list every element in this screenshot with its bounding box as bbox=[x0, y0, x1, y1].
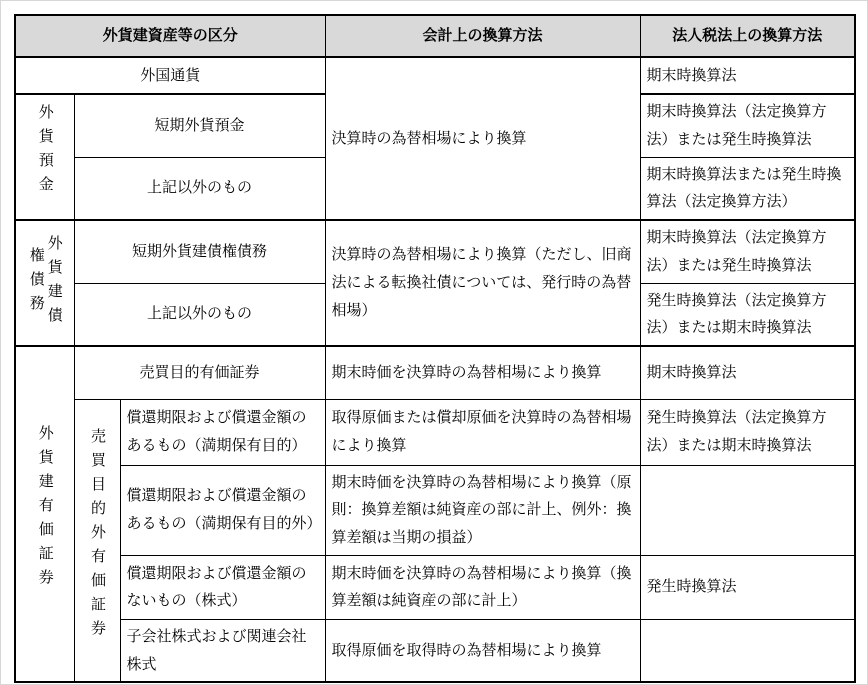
cell-item-r10: 子会社株式および関連会社株式 bbox=[120, 619, 325, 682]
cell-tax-r5: 発生時換算法（法定換算方法）または期末時換算法 bbox=[640, 283, 855, 346]
row-subsidiary-stocks bbox=[15, 619, 855, 682]
group-label-receivables-text bbox=[18, 235, 72, 331]
cell-acct-rows1-3: 決算時の為替相場により換算 bbox=[325, 57, 640, 220]
group-label-receivables-line1: 外貨建債 bbox=[45, 235, 63, 331]
cell-item-foreign-currency: 外国通貨 bbox=[15, 57, 325, 94]
cell-item-r4: 短期外貨建債権債務 bbox=[74, 220, 325, 283]
cell-acct-r8: 期末時価を決算時の為替相場により換算（原則：換算差額は純資産の部に計上、例外：換算差額は当期の損益） bbox=[325, 465, 640, 555]
group-label-securities bbox=[15, 346, 74, 682]
cell-item-r2: 短期外貨預金 bbox=[74, 94, 325, 157]
cell-tax-r10 bbox=[640, 619, 855, 682]
group-label-securities-text: 外貨建有価証券 bbox=[36, 425, 54, 594]
header-cell-accounting: 会計上の換算方法 bbox=[325, 15, 640, 57]
cell-tax-r8 bbox=[640, 465, 855, 555]
cell-tax-r2: 期末時換算法（法定換算方法）または発生時換算法 bbox=[640, 94, 855, 157]
cell-item-r6: 売買目的有価証券 bbox=[74, 346, 325, 399]
cell-item-r8: 償還期限および償還金額のあるもの（満期保有目的外） bbox=[120, 465, 325, 555]
cell-acct-r9: 期末時価を決算時の為替相場により換算（換算差額は純資産の部に計上） bbox=[325, 555, 640, 619]
cell-acct-r10: 取得原価を取得時の為替相場により換算 bbox=[325, 619, 640, 682]
group-label-deposit bbox=[15, 94, 74, 220]
row-short-term-receivables bbox=[15, 220, 855, 283]
row-bonds-not-held-to-maturity bbox=[15, 465, 855, 555]
group-label-receivables-line2: 権債務 bbox=[27, 247, 45, 319]
group-label-deposit-text: 外貨預金 bbox=[36, 104, 54, 201]
cell-item-r9: 償還期限および償還金額のないもの（株式） bbox=[120, 555, 325, 619]
cell-acct-rows4-5: 決算時の為替相場により換算（ただし、旧商法による転換社債については、発行時の為替相場） bbox=[325, 220, 640, 346]
group-label-receivables bbox=[15, 220, 74, 346]
header-cell-tax: 法人税法上の換算方法 bbox=[640, 15, 855, 57]
cell-tax-r1: 期末時換算法 bbox=[640, 57, 855, 94]
header-cell-classification: 外貨建資産等の区分 bbox=[15, 15, 325, 57]
row-trading-securities bbox=[15, 346, 855, 399]
conversion-methods-table bbox=[14, 14, 856, 683]
group-label-non-trading bbox=[74, 399, 120, 682]
cell-tax-r7: 発生時換算法（法定換算方法）または期末時換算法 bbox=[640, 399, 855, 465]
cell-item-r7: 償還期限および償還金額のあるもの（満期保有目的） bbox=[120, 399, 325, 465]
cell-tax-r6: 期末時換算法 bbox=[640, 346, 855, 399]
row-stocks bbox=[15, 555, 855, 619]
row-bonds-held-to-maturity bbox=[15, 399, 855, 465]
cell-tax-r3: 期末時換算法または発生時換算法（法定換算方法） bbox=[640, 157, 855, 220]
group-label-non-trading-text: 売買目的外有価証券 bbox=[89, 427, 106, 644]
cell-acct-r7: 取得原価または償却原価を決算時の為替相場により換算 bbox=[325, 399, 640, 465]
cell-item-r5: 上記以外のもの bbox=[74, 283, 325, 346]
header-row bbox=[15, 15, 855, 57]
row-foreign-currency bbox=[15, 57, 855, 94]
cell-acct-r6: 期末時価を決算時の為替相場により換算 bbox=[325, 346, 640, 399]
cell-item-r3: 上記以外のもの bbox=[74, 157, 325, 220]
cell-tax-r4: 期末時換算法（法定換算方法）または発生時換算法 bbox=[640, 220, 855, 283]
cell-tax-r9: 発生時換算法 bbox=[640, 555, 855, 619]
